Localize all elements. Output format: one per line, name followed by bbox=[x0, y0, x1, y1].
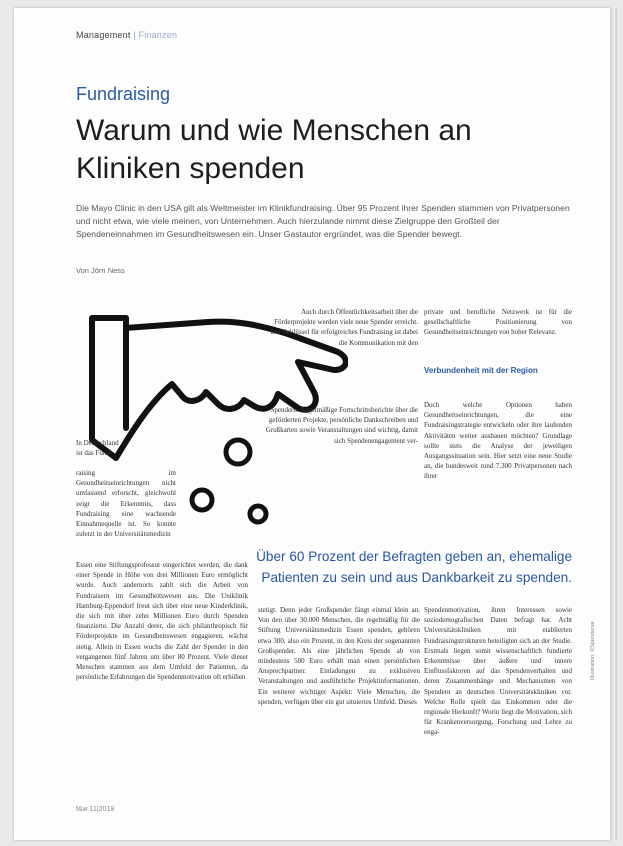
article-byline: Von Jörn Ness bbox=[76, 266, 125, 275]
body-text-col3-bottom: Spendenmotivation, ihren Interessen sowie soziodemografischen Daten befragt hat. Acht Universitätskliniken mit etablierten Fundraisingstrukturen beteiligten sich an der Studie. Erstmals liegen somit wissenschaftlich fundierte Erkenntnisse über äußere und innere Einflussfaktoren auf das Spendenverhalten und deren Zusammenhänge und Mechanismen von Spendern an deutschen Universitätskliniken vor. Welche Rolle spielt das Einkommen oder die regionale Herkunft? Worin liegt die Motivation, sich für Krankenversorgung, Forschung und Lehre zu enga- bbox=[424, 606, 572, 737]
body-text-col2-mid: Spendern. Regelmäßige Fortschrittsberichte über die geförderten Projekte, persönliche Dankschreiben und Grußkarten sowie Veranstaltungen sind wichtig, damit sich Spendenengagement ver- bbox=[265, 406, 418, 445]
article-rubric: Fundraising bbox=[76, 84, 171, 104]
illustration-credit: Illustration: ©Spendenia bbox=[590, 621, 596, 680]
page-footer: f&w 11|2019 bbox=[76, 806, 115, 813]
body-text-col1-bottom: Essen eine Stiftungsprofessur eingerichtet werden, die dank einer Spende in Höhe von drei Millionen Euro ermöglicht wurde. Auch andernorts zahlt sich die Arbeit von Fundraisern im Gesundheitswesen aus. Die Uniklinik Hamburg-Eppendorf freut sich über eine neue Kinderklinik, die sich mit über zehn Millionen Euro durch Spenden finanzierte. Die Anzahl derer, die sich philanthropisch für Förderprojekte im Gesundheitswesen engagieren, wächst stetig. Allein in Essen wuchs die Zahl der Spender in den vergangenen fünf Jahren um über 80 Prozent. Viele dieser Menschen stammen aus dem Umfeld der Patienten, da persönliche Erfahrungen die Spendenmotivation oft erhöhen bbox=[76, 561, 248, 682]
article-lead: Die Mayo Clinic in den USA gilt als Weltmeister im Klinikfundraising. Über 95 Prozent ihrer Spenden stammen von Privatpersonen und nicht etwa, wie viele meinen, von Unternehmen. Auch hierzulande nimmt diese Zielgruppe den Großteil der Spendeneinnahmen im Gesundheitswesen ein. Unser Gastautor ergründet, was die Spender bewegt. bbox=[76, 203, 570, 240]
body-text-col2-bottom: stetigt. Denn jeder Großspender fängt einmal klein an. Von den über 30.000 Menschen, die regelmäßig für die Stiftung Universitätsmedizin Essen spenden, gehören etwa 300, also ein Prozent, in den Kreis der sogenannten Großspender. Als eine jährlichen Spende ab von mindestens 500 Euro erhält man einen persönlichen Ansprechpartner. Einladungen zu exklusiven Veranstaltungen und ausführliche Projektinformationen. Ein weiterer wichtiger Aspekt: Viele Menschen, die spenden, verfügen über ein gut situiertes Umfeld. Dieses bbox=[258, 606, 420, 706]
section-separator: | bbox=[133, 30, 136, 40]
body-text-col1-mid: raising im Gesundheitseinrichtungen nicht umfassend erforscht, gleichwohl zeigt die Erkenntnis, dass Fundraising eine wachsende Einnahmequelle ist. So konnte zuletzt in der Universitätsmedizin bbox=[76, 469, 176, 539]
coin-icon bbox=[192, 490, 212, 510]
coin-icon bbox=[250, 506, 266, 522]
body-text-col1-top: In Deutschland ist das Fund- bbox=[76, 439, 119, 458]
section-label: Management bbox=[76, 30, 131, 40]
body-text-col3-top: private und berufliche Netzwerk ist für die gesellschaftliche Positionierung von Gesundheitseinrichtungen von hoher Relevanz. bbox=[424, 308, 572, 337]
article-headline: Warum und wie Menschen an Kliniken spenden bbox=[76, 114, 472, 185]
pull-quote: Über 60 Prozent der Befragten geben an, ehemalige Patienten zu sein und aus Dankbarkeit zu spenden. bbox=[256, 549, 572, 585]
body-text-col3-mid: Doch welche Optionen haben Gesundheitseinrichtungen, die eine Fundraisingstrategie entwickeln oder ihre laufenden Aktivitäten weiter ausbauen möchten? Grundlage sollte stets die Analyse der jeweiligen Ausgangssituation sein. Hier setzt eine neue Studie an, die bundesweit rund 7.300 Privatpersonen nach ihrer bbox=[424, 401, 572, 481]
coin-icon bbox=[226, 440, 250, 464]
body-text-col2-top: Auch durch Öffentlichkeitsarbeit über die Förderprojekte werden viele neue Spender erreicht. Der Schlüssel für erfolgreiches Fundraising ist dabei die Kommunikation mit den bbox=[270, 308, 418, 347]
page-edge bbox=[611, 8, 617, 840]
section-kicker bbox=[76, 30, 177, 40]
section-subheading: Verbundenheit mit der Region bbox=[424, 366, 538, 375]
subsection-label: Finanzen bbox=[138, 30, 178, 40]
